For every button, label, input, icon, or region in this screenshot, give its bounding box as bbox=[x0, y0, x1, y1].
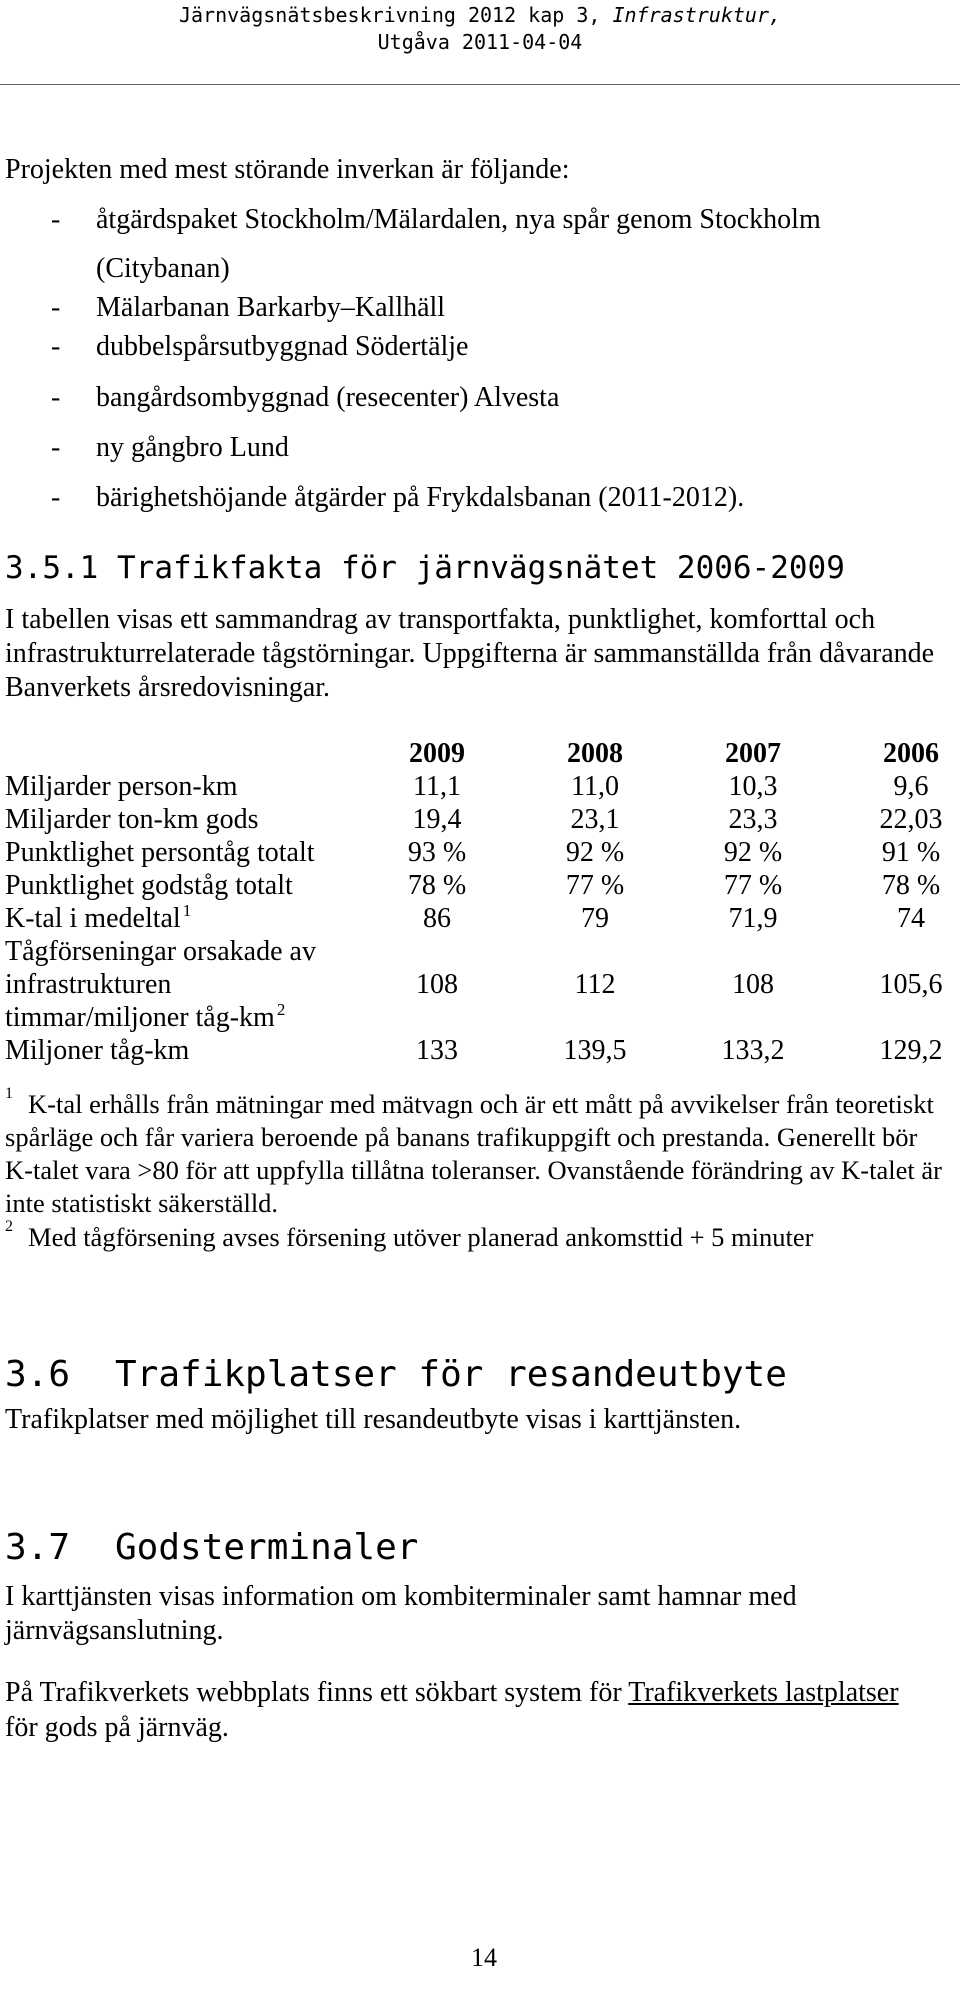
footnote-line: spårläge och får variera beroende på banans trafikuppgift och prestanda. Generellt bör bbox=[5, 1122, 918, 1152]
table-cell: 112 bbox=[574, 969, 616, 1000]
table-cell: 10,3 bbox=[728, 771, 778, 802]
list-marker: - bbox=[51, 331, 61, 362]
section-number: 3.5.1 bbox=[5, 550, 99, 586]
paragraph-line: infrastrukturrelaterade tågstörningar. Uppgifterna är sammanställda från dåvarande bbox=[5, 638, 935, 669]
footnote-line: K-tal erhålls från mätningar med mätvagn och är ett mått på avvikelser från teoretiskt bbox=[28, 1089, 934, 1119]
table-cell: 78 % bbox=[881, 870, 941, 901]
list-marker: - bbox=[51, 432, 61, 463]
table-row bbox=[0, 836, 960, 870]
table-cell: 92 % bbox=[723, 837, 783, 868]
column-header: 2009 bbox=[409, 738, 465, 769]
table-cell: 74 bbox=[897, 903, 925, 934]
footnote-reference: 2 bbox=[276, 1000, 286, 1019]
paragraph-line: för gods på järnväg. bbox=[5, 1712, 229, 1743]
list-marker: - bbox=[51, 482, 61, 513]
list-item: dubbelspårsutbyggnad Södertälje bbox=[96, 331, 469, 362]
list-marker: - bbox=[51, 382, 61, 413]
table-cell: 77 % bbox=[565, 870, 625, 901]
table-cell: 139,5 bbox=[563, 1035, 627, 1066]
list-marker: - bbox=[51, 292, 61, 323]
running-header-title bbox=[0, 3, 960, 27]
row-label-text: timmar/miljoner tåg-km bbox=[5, 1002, 275, 1033]
column-header: 2008 bbox=[567, 738, 623, 769]
paragraph-line: I karttjänsten visas information om kombiterminaler samt hamnar med bbox=[5, 1581, 797, 1612]
row-label bbox=[5, 902, 191, 939]
table-cell: 133 bbox=[416, 1035, 458, 1066]
table-cell: 108 bbox=[416, 969, 458, 1000]
row-label: Miljarder person-km bbox=[5, 771, 238, 802]
table-cell: 19,4 bbox=[412, 804, 462, 835]
section-title-3-7: Godsterminaler bbox=[115, 1527, 419, 1568]
page-number: 14 bbox=[471, 1943, 497, 1972]
row-label-line: infrastrukturen bbox=[5, 969, 172, 1000]
row-label: Punktlighet persontåg totalt bbox=[5, 837, 315, 868]
paragraph-line: I tabellen visas ett sammandrag av transportfakta, punktlighet, komforttal och bbox=[5, 604, 876, 635]
intro-text: Projekten med mest störande inverkan är följande: bbox=[5, 154, 570, 185]
lastplatser-link[interactable]: Trafikverkets lastplatser bbox=[628, 1677, 899, 1708]
table-row bbox=[0, 1034, 960, 1068]
table-row bbox=[0, 803, 960, 837]
table-cell: 11,0 bbox=[571, 771, 619, 802]
paragraph-line: Banverkets årsredovisningar. bbox=[5, 672, 331, 703]
section-heading-3-5-1 bbox=[5, 550, 845, 586]
footnote-reference: 1 bbox=[182, 901, 192, 920]
table-row bbox=[0, 902, 960, 936]
column-header: 2007 bbox=[725, 738, 781, 769]
link-paragraph-text: På Trafikverkets webbplats finns ett sökbart system för bbox=[5, 1677, 629, 1708]
footnote-line: Med tågförsening avses försening utöver planerad ankomsttid + 5 minuter bbox=[28, 1222, 814, 1252]
row-label-line: Tågförseningar orsakade av bbox=[5, 936, 316, 967]
table-cell: 79 bbox=[581, 903, 609, 934]
paragraph-line: Trafikplatser med möjlighet till resandeutbyte visas i karttjänsten. bbox=[5, 1404, 742, 1435]
column-header: 2006 bbox=[883, 738, 939, 769]
table-cell: 108 bbox=[732, 969, 774, 1000]
list-item-continuation: (Citybanan) bbox=[96, 253, 230, 284]
table-cell: 11,1 bbox=[413, 771, 461, 802]
table-cell: 23,1 bbox=[570, 804, 620, 835]
table-cell: 92 % bbox=[565, 837, 625, 868]
section-number-3-7: 3.7 bbox=[5, 1527, 71, 1568]
row-label: Miljoner tåg-km bbox=[5, 1035, 190, 1066]
section-title-3-6: Trafikplatser för resandeutbyte bbox=[115, 1354, 787, 1395]
table-cell: 9,6 bbox=[893, 771, 929, 802]
table-cell: 71,9 bbox=[728, 903, 778, 934]
row-label-line bbox=[5, 1001, 285, 1038]
list-marker: - bbox=[51, 204, 61, 235]
table-cell: 86 bbox=[423, 903, 451, 934]
table-header-row bbox=[0, 737, 960, 771]
list-item: bärighetshöjande åtgärder på Frykdalsbanan (2011-2012). bbox=[96, 482, 745, 513]
section-number-3-6: 3.6 bbox=[5, 1354, 71, 1395]
row-label: Punktlighet godståg totalt bbox=[5, 870, 293, 901]
table-cell: 77 % bbox=[723, 870, 783, 901]
list-item: Mälarbanan Barkarby–Kallhäll bbox=[96, 292, 446, 323]
table-cell: 133,2 bbox=[721, 1035, 785, 1066]
header-divider bbox=[0, 84, 960, 85]
footnote-line: K-talet vara >80 för att uppfylla tillåtna toleranser. Ovanstående förändring av K-talet är bbox=[5, 1155, 942, 1185]
row-label-text: K-tal i medeltal bbox=[5, 903, 181, 934]
section-title: Trafikfakta för järnvägsnätet 2006-2009 bbox=[117, 550, 845, 586]
row-label: Miljarder ton-km gods bbox=[5, 804, 259, 835]
list-item: ny gångbro Lund bbox=[96, 432, 289, 463]
paragraph-line: järnvägsanslutning. bbox=[5, 1615, 224, 1646]
table-cell: 78 % bbox=[407, 870, 467, 901]
table-row bbox=[0, 935, 960, 1035]
footnote-marker: 1 bbox=[5, 1085, 13, 1102]
table-cell: 105,6 bbox=[879, 969, 943, 1000]
table-cell: 129,2 bbox=[879, 1035, 943, 1066]
table-cell: 91 % bbox=[881, 837, 941, 868]
list-item: bangårdsombyggnad (resecenter) Alvesta bbox=[96, 382, 560, 413]
table-cell: 23,3 bbox=[728, 804, 778, 835]
table-row bbox=[0, 869, 960, 903]
header-title-italic: Infrastruktur, bbox=[612, 3, 782, 27]
paragraph-line bbox=[5, 1676, 899, 1710]
footnote-marker: 2 bbox=[5, 1218, 13, 1235]
table-cell: 22,03 bbox=[879, 804, 943, 835]
header-title-main: Järnvägsnätsbeskrivning 2012 kap 3, bbox=[178, 3, 613, 27]
footnote-line: inte statistiskt säkerställd. bbox=[5, 1188, 279, 1218]
list-item: åtgärdspaket Stockholm/Mälardalen, nya spår genom Stockholm bbox=[96, 204, 821, 235]
running-header-edition: Utgåva 2011-04-04 bbox=[377, 30, 583, 54]
table-cell: 93 % bbox=[407, 837, 467, 868]
table-row bbox=[0, 770, 960, 804]
